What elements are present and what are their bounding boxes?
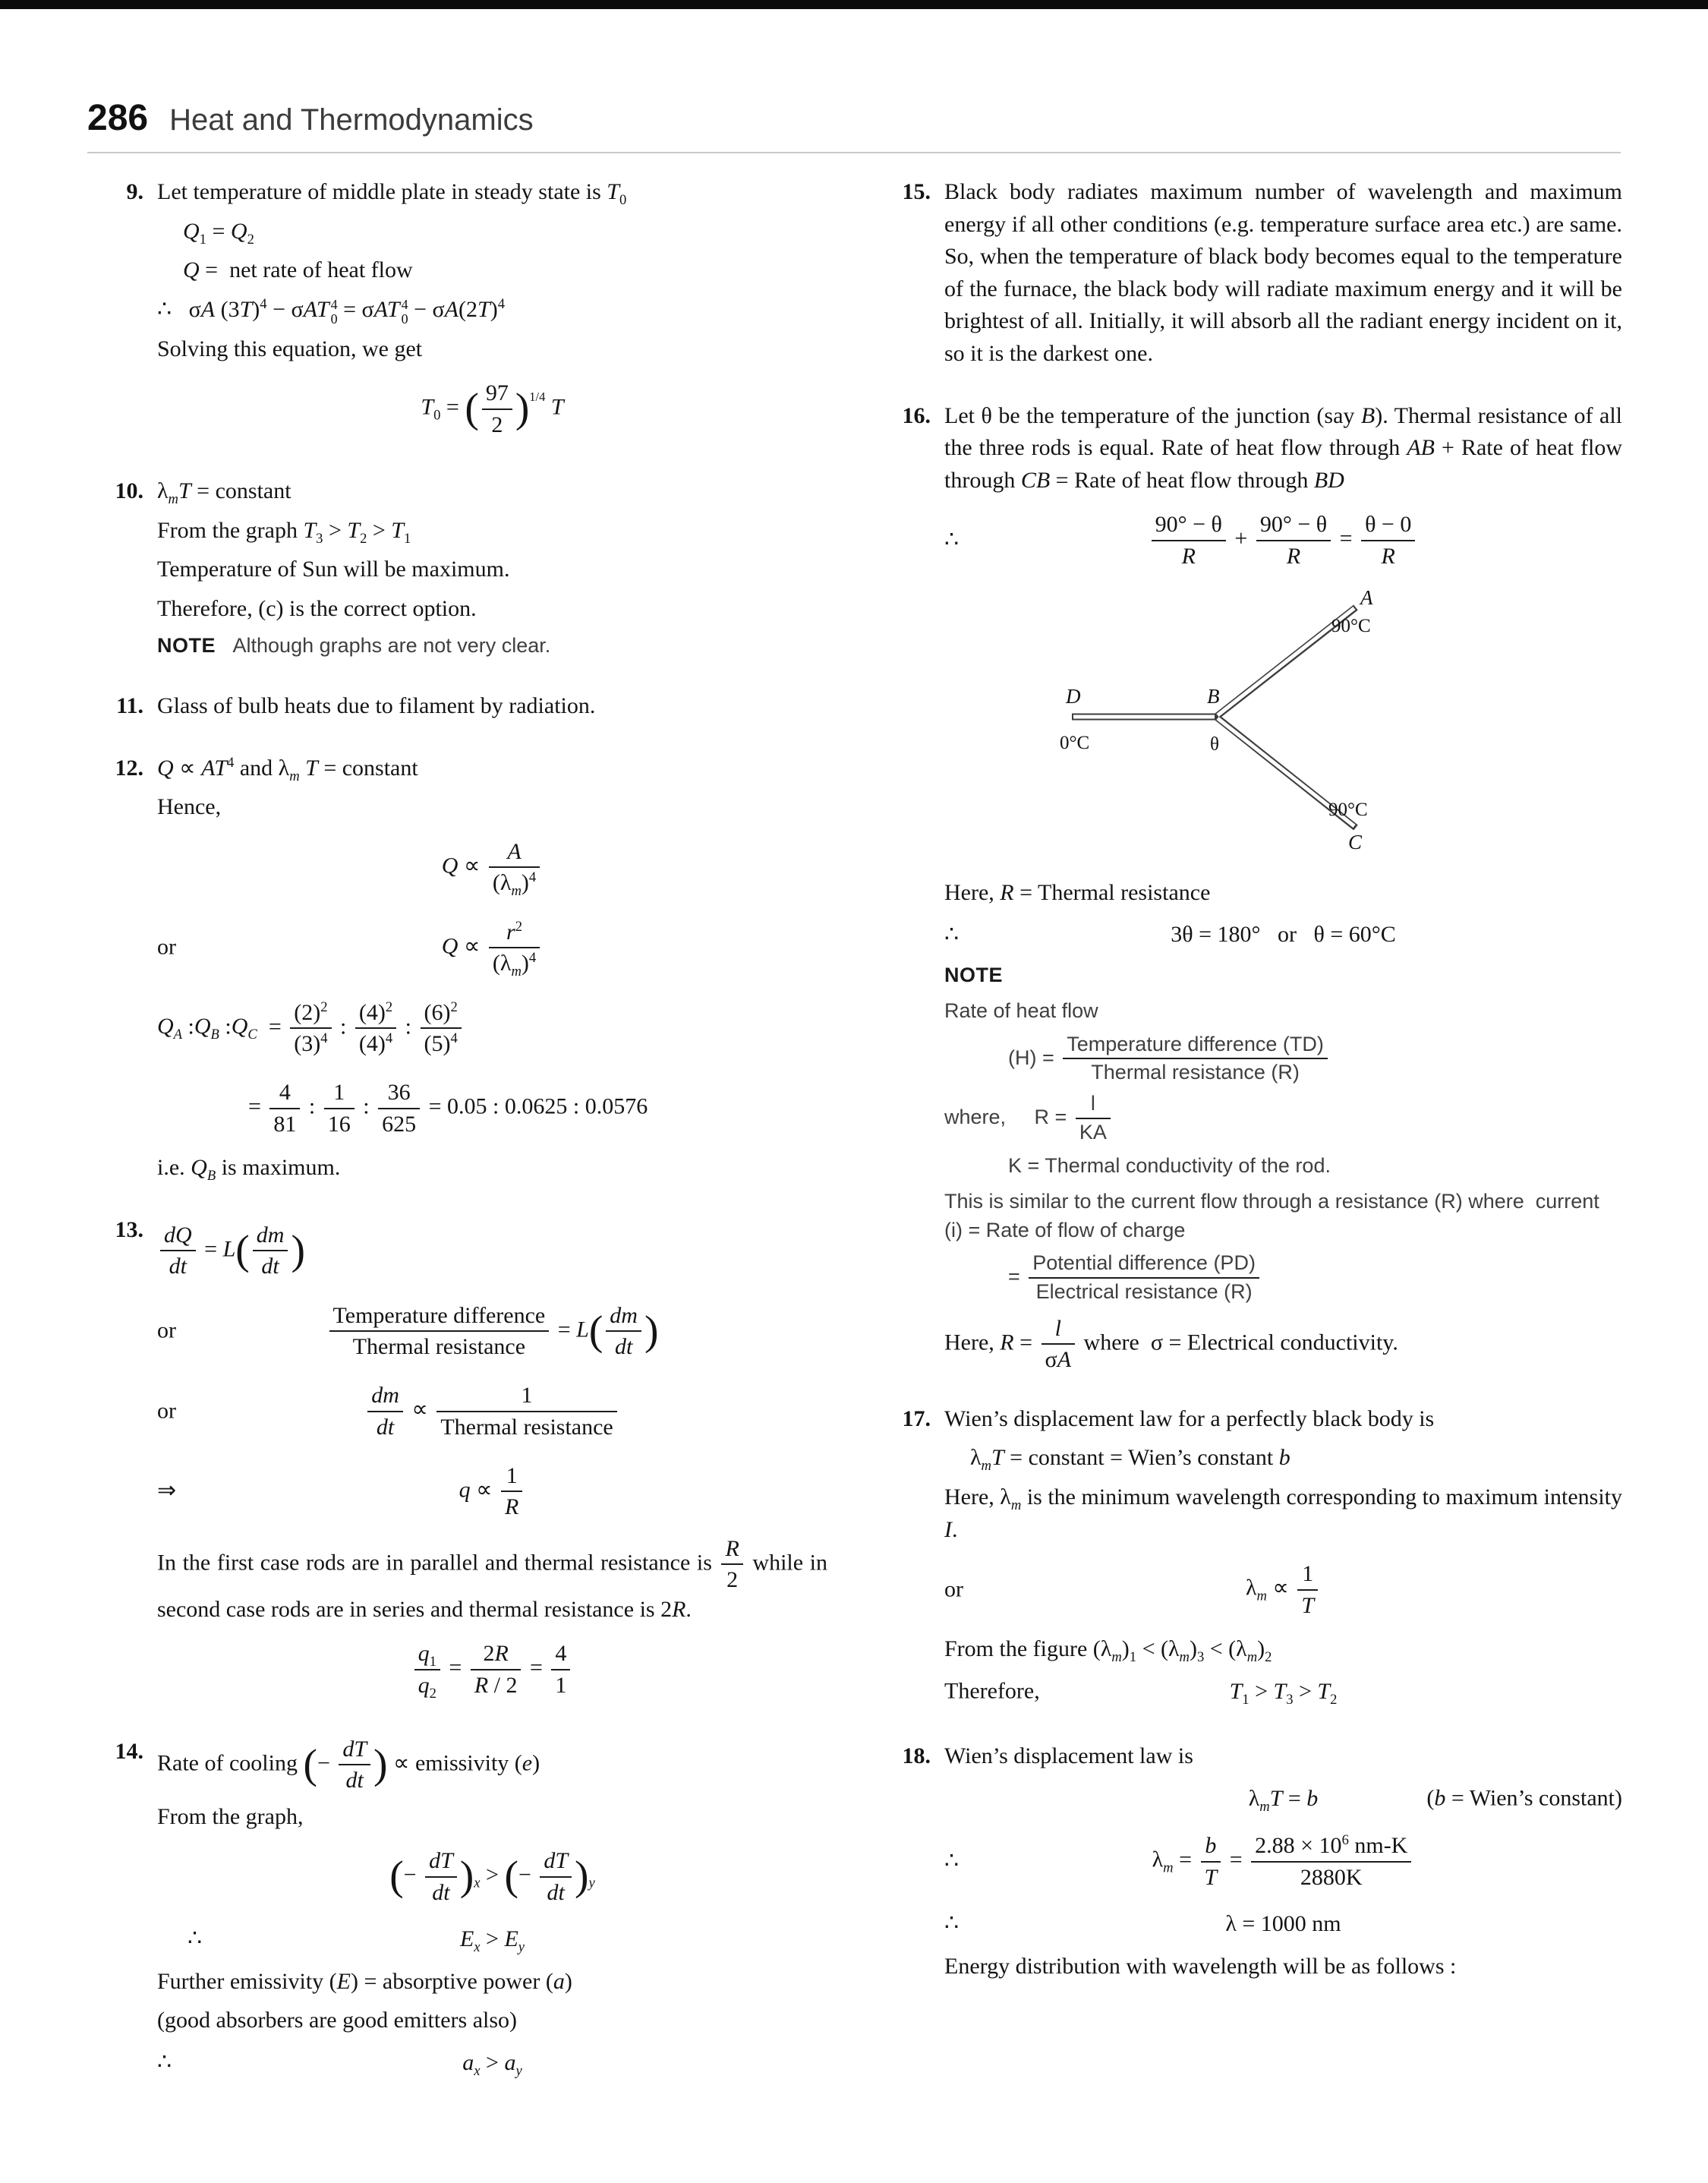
solution-item-13 [87,1214,827,1713]
label-C-temp: 90°C [1328,800,1368,821]
item-body: $Q \propto AT^4$ and $\lambda_m$ T = constant Hence, Q ∝ $\frac{A}{(\lambda_m)^4}$ or Q ∝ $\frac{r^2}{(\lambda_m)^4}$ $Q_A$ $:Q_B$ $:Q_C$ = $\frac{(2)^2}{(3)^4}$ : $\frac{(4)^2}{(4)^4}$ : $\frac{(6)^2}{(5)^4}$ = $\frac{4}{81}$ : $\frac{1}{16}$ : $\frac{36}{625}$ = 0.05 : 0.0625 : 0.0576 i.e. $Q_B$ is maximum. [157,754,648,1185]
label-A: A [1360,588,1373,610]
item-number: 16. [902,402,931,428]
label-A-temp: 90°C [1331,616,1371,637]
item-body: Black body radiates maximum number of wavelength and maximum energy if all other conditions (e.g. temperature surface area etc.) are same. So, when the temperature of black body becomes equal to the temperature of the furnace, the black body will radiate maximum energy and it will be brightest of all. Initially, it will absorb all the radiant energy incident on it, so it is the darkest one. [944,179,1622,366]
label-D: D [1066,685,1081,708]
item-body: $\frac{dQ}{dt}$ = L( $\frac{dm}{dt}$ ) or $\frac{\text{Temperature difference}}{\text{Thermal resistance}}$ = L( $\frac{dm}{dt}$ ) or $\frac{dm}{dt}$ ∝ $\frac{1}{\text{Thermal resistance}}$ ⇒ q ∝ $\frac{1}{R}$ In the first case rods are in parallel and thermal resistance is $\frac{R}{2}$ while in second case rods are in series and thermal resistance is 2R. $\frac{q_1}{q_2}$ = $\frac{2R}{R / 2}$ = $\frac{4}{1}$ [157,1222,827,1702]
solution-item-15 [874,176,1622,377]
item-number: 18. [902,1743,931,1769]
label-B: B [1207,685,1220,708]
item-body: Wien’s displacement law is $\lambda_mT = b$ (b = Wien’s constant) ∴ $\lambda_m$ = $\frac{b}{T}$ = $\frac{2.88 \times 10^6 nm-K}{2880K}$ ∴ λ = 1000 nm Energy distribution with wavelength will be as follows : [944,1743,1622,1979]
solution-item-11 [87,690,827,730]
item-number: 14. [115,1739,143,1764]
page-header [87,97,1621,139]
item-text-after: Here, R = Thermal resistance ∴ 3θ = 180° or θ = 60°C NOTE Rate of heat flow (H) = $\frac{\text{Temperature difference (TD)}}{\text{Thermal resistance (R)}}$ where, R = $\frac{l}{KA}$ K = Thermal conductivity of the rod. This is similar to the current flow through a resistance (R) where current (i) = Rate of flow of charge = $\frac{\text{Potential difference (PD)}}{\text{Electrical resistance (R)}}$ Here, R = $\frac{l}{\sigma A}$ where σ = Electrical conductivity. [944,879,1599,1373]
item-number: 15. [902,179,931,204]
label-D-temp: 0°C [1060,733,1090,754]
page-number: 286 [87,98,149,138]
item-body: Rate of cooling (− $\frac{dT}{dt}$ ) ∝ emissivity (e) From the graph, (− $\frac{dT}{dt}$ )$_x$ > (− $\frac{dT}{dt}$ )$_y$ ∴ $E_x > E_y$ Further emissivity (E) = absorptive power (a) (good absorbers are good emitters also) ∴ $a_x > a_y$ [157,1737,595,2079]
item-body: Glass of bulb heats due to filament by radiation. [157,693,596,719]
item-number: 10. [115,478,143,504]
page-top-border [0,0,1708,9]
solution-item-14 [87,1736,827,2090]
solution-item-12 [87,752,827,1191]
label-C: C [1348,831,1363,854]
rod-cores [1073,608,1354,826]
solution-item-16 [874,400,1622,1380]
item-number: 17. [902,1405,931,1431]
chapter-title: Heat and Thermodynamics [169,103,534,137]
item-body: Let temperature of middle plate in steady state is $T_0$ $Q_1 = Q_2$ Q = net rate of heat flow ∴ σA $(3T)^4 - \sigma AT$ 4 0 = σAT 4 0 − $\sigma A(2T)^4$ Solving this equation, we get $T_0$ = ( $\frac{97}{2}$ )$^{1/4}$ T [157,179,627,437]
solution-item-17 [874,1403,1622,1718]
left-column [87,176,827,2112]
junction-diagram [1058,588,1622,863]
rod-junction-figure [1058,588,1385,853]
solution-item-18 [874,1740,1622,1989]
item-body: Wien’s displacement law for a perfectly black body is $\lambda_mT$ = constant = Wien’s constant b Here, $\lambda_m$ is the minimum wavelength corresponding to maximum intensity I. or $\lambda_m$ ∝ $\frac{1}{T}$ From the figure $(\lambda_m)_1 < (\lambda_m)_3 < (\lambda_m)_2$ Therefore, $T_1 > T_3 > T_2$ [944,1405,1622,1708]
item-body: $\lambda_mT$ = constant From the graph $T_3 > T_2 > T_1$ Temperature of Sun will be maximum. Therefore, (c) is the correct option. NOTE Although graphs are not very clear. [157,478,551,658]
header-rule [87,152,1621,153]
right-column [874,176,1622,2012]
item-number: 9. [126,179,143,204]
solution-item-10 [87,475,827,667]
item-body [944,400,1622,1380]
solution-item-9 [87,176,827,453]
item-number: 12. [115,755,143,781]
item-text-before: Let θ be the temperature of the junction (say B). Thermal resistance of all the three rods is equal. Rate of heat flow through AB + Rate of heat flow through CB = Rate of heat flow through BD ∴ $\frac{90^\circ - \theta}{R}$ + $\frac{90^\circ - \theta}{R}$ = $\frac{\theta - 0}{R}$ [944,402,1623,569]
item-number: 13. [115,1216,143,1242]
item-number: 11. [116,693,143,719]
label-B-temp: θ [1210,734,1219,756]
